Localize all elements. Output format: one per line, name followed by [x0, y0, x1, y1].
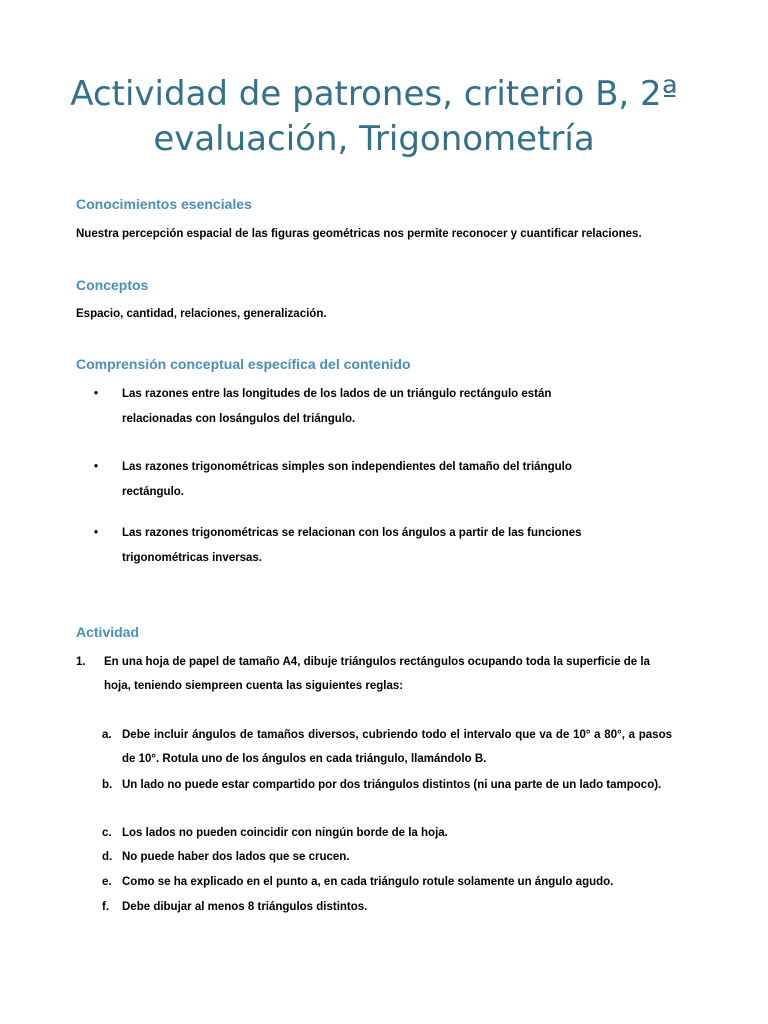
- rule-text: Debe dibujar al menos 8 triángulos distintos.: [122, 901, 368, 913]
- bullet-text: Las razones entre las longitudes de los lados de un triángulo rectángulo están relacionadas con losángulos del triángulo.: [122, 388, 552, 425]
- bullet-icon: •: [94, 527, 99, 539]
- bullet-icon: •: [94, 461, 99, 473]
- text-conceptos: Espacio, cantidad, relaciones, generalización.: [76, 308, 327, 320]
- heading-actividad: Actividad: [76, 624, 140, 640]
- rule-text: Un lado no puede estar compartido por dos triángulos distintos (ni una parte de un lado tampoco).: [122, 779, 662, 791]
- rule-text: No puede haber dos lados que se crucen.: [122, 851, 350, 863]
- bullet-text: Las razones trigonométricas se relacionan con los ángulos a partir de las funciones trigonométricas inversas.: [122, 527, 582, 564]
- rule-mark: c.: [102, 827, 112, 839]
- heading-conocimientos: Conocimientos esenciales: [76, 196, 252, 212]
- item-number: 1.: [76, 656, 86, 668]
- rule-mark: f.: [102, 901, 110, 913]
- heading-conceptos: Conceptos: [76, 277, 149, 293]
- rule-mark: b.: [102, 779, 113, 791]
- text-conocimientos: Nuestra percepción espacial de las figuras geométricas nos permite reconocer y cuantificar relaciones.: [76, 228, 642, 240]
- bullet-icon: •: [94, 388, 99, 400]
- rule-mark: e.: [102, 876, 112, 888]
- rule-text: Los lados no pueden coincidir con ningún borde de la hoja.: [122, 827, 448, 839]
- rule-text: Como se ha explicado en el punto a, en cada triángulo rotule solamente un ángulo agudo.: [122, 876, 614, 888]
- page-title: Actividad de patrones, criterio B, 2ª evaluación, Trigonometría: [70, 74, 678, 159]
- rule-text: Debe incluir ángulos de tamaños diversos, cubriendo todo el intervalo que va de 10° a 80°, a pasos de 10°. Rotula uno de los ángulos en cada triángulo, llamándolo B.: [122, 729, 672, 765]
- rule-mark: a.: [102, 729, 112, 741]
- rule-mark: d.: [102, 851, 113, 863]
- bullet-text: Las razones trigonométricas simples son independientes del tamaño del triángulo rectángulo.: [122, 461, 572, 498]
- item-text: En una hoja de papel de tamaño A4, dibuje triángulos rectángulos ocupando toda la superficie de la hoja, teniendo siempreen cuenta las siguientes reglas:: [104, 656, 650, 692]
- heading-comprension: Comprensión conceptual específica del contenido: [76, 356, 411, 372]
